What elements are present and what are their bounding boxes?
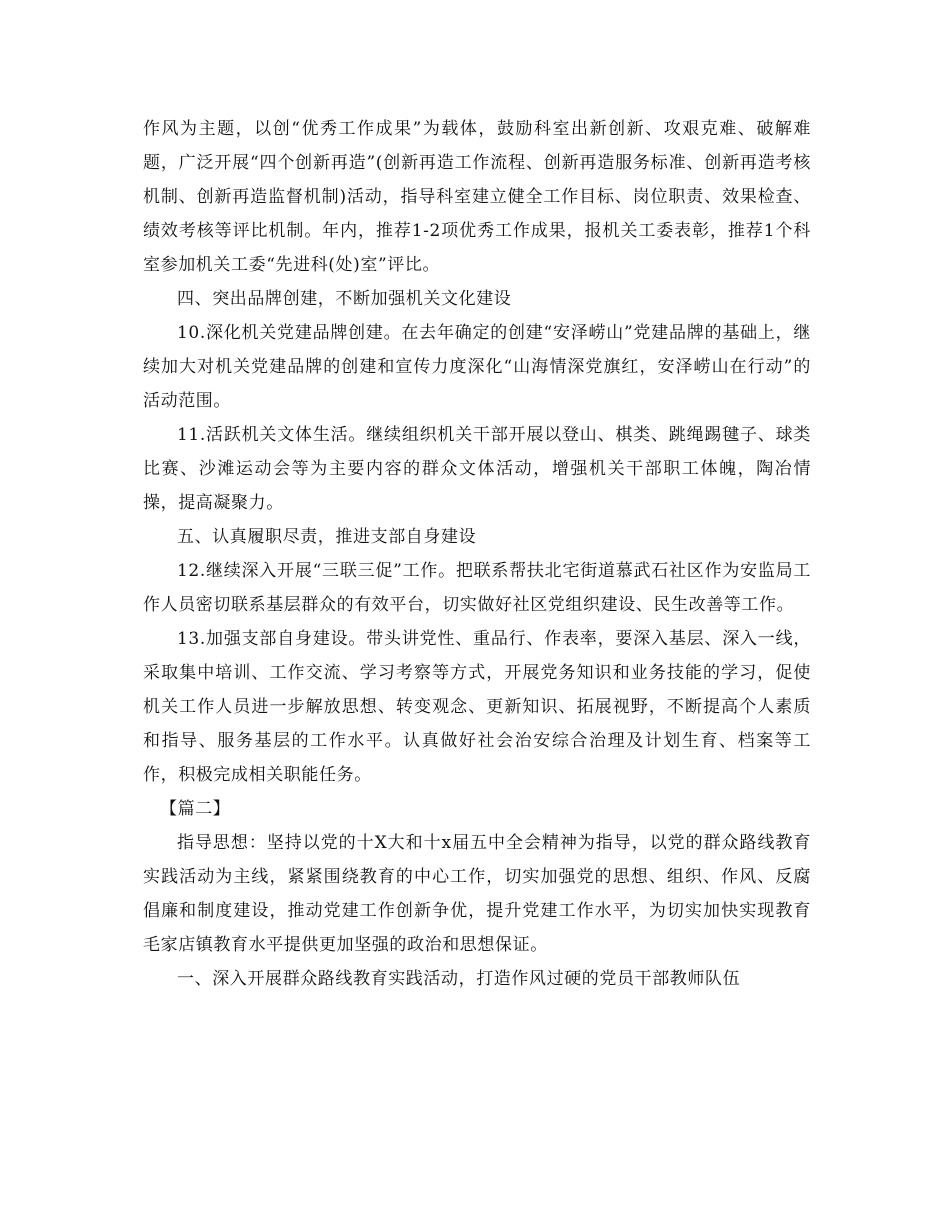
guiding-thought-paragraph: 指导思想：坚持以党的十X大和十x届五中全会精神为指导，以党的群众路线教育实践活动为主线，紧紧围绕教育的中心工作，切实加强党的思想、组织、作风、反腐倡廉和制度建设，推动党建工作创新争优，提升党建工作水平，为切实加快实现教育毛家店镇教育水平提供更加坚强的政治和思想保证。 <box>143 833 811 955</box>
paragraph-continuation: 作风为主题，以创“优秀工作成果”为载体，鼓励科室出新创新、攻艰克难、破解难题，广泛开展“四个创新再造”(创新再造工作流程、创新再造服务标准、创新再造考核机制、创新再造监督机制)活动，指导科室建立健全工作目标、岗位职责、效果检查、绩效考核等评比机制。年内，推荐1-2项优秀工作成果，报机关工委表彰，推荐1个科室参加机关工委“先进科(处)室”评比。 <box>143 119 811 275</box>
part-two-label: 【篇二】 <box>160 799 231 819</box>
section-heading-one: 一、深入开展群众路线教育实践活动，打造作风过硬的党员干部教师队伍 <box>177 969 741 989</box>
document-body <box>143 112 811 996</box>
section-heading-five: 五、认真履职尽责，推进支部自身建设 <box>177 527 477 547</box>
paragraph-item-11: 11.活跃机关文体生活。继续组织机关干部开展以登山、棋类、跳绳踢毽子、球类比赛、沙滩运动会等为主要内容的群众文体活动，增强机关干部职工体魄，陶冶情操，提高凝聚力。 <box>143 425 811 513</box>
paragraph-item-12: 12.继续深入开展“三联三促”工作。把联系帮扶北宅街道慕武石社区作为安监局工作人员密切联系基层群众的有效平台，切实做好社区党组织建设、民生改善等工作。 <box>143 561 811 615</box>
paragraph-item-13: 13.加强支部自身建设。带头讲党性、重品行、作表率，要深入基层、深入一线，采取集中培训、工作交流、学习考察等方式，开展党务知识和业务技能的学习，促使机关工作人员进一步解放思想、转变观念、更新知识、拓展视野，不断提高个人素质和指导、服务基层的工作水平。认真做好社会治安综合治理及计划生育、档案等工作，积极完成相关职能任务。 <box>143 629 811 785</box>
section-heading-four: 四、突出品牌创建，不断加强机关文化建设 <box>177 289 512 309</box>
paragraph-item-10: 10.深化机关党建品牌创建。在去年确定的创建“安泽崂山”党建品牌的基础上，继续加大对机关党建品牌的创建和宣传力度深化“山海情深党旗红，安泽崂山在行动”的活动范围。 <box>143 323 811 411</box>
